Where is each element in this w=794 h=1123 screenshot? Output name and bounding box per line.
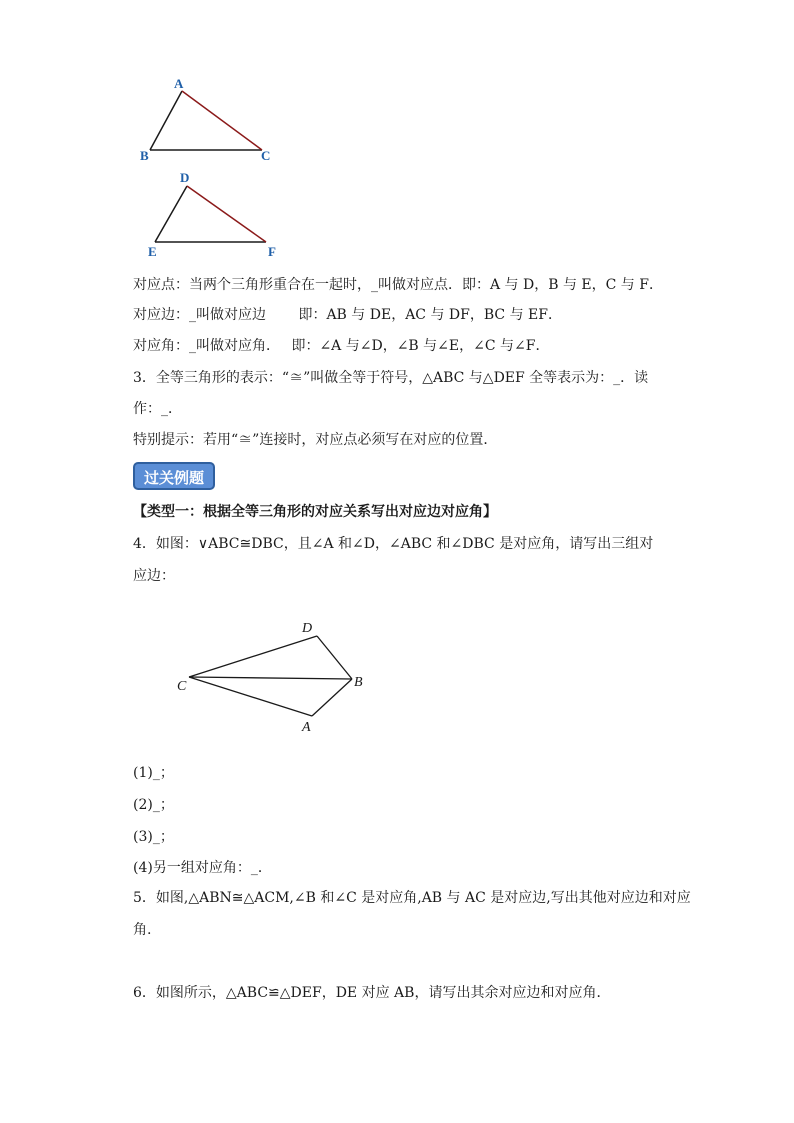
triangle-def: [148, 170, 276, 259]
q4-text-line2: 应边：: [133, 568, 175, 584]
q4-blank-3: (3)_；: [133, 829, 174, 845]
q4-blank-4: (4)另一组对应角：_．: [133, 860, 272, 876]
q4-blank-1: (1)_；: [133, 765, 174, 781]
q4-text-line1: 4．如图：∨ABC≅DBC，且∠A 和∠D，∠ABC 和∠DBC 是对应角，请写出三组对: [133, 536, 654, 552]
q6-text-line1: 6．如图所示，△ABC≌△DEF，DE 对应 AB，请写出其余对应边和对应角．: [133, 985, 611, 1001]
label-a: A: [174, 76, 184, 91]
section-badge: 过关例题: [133, 462, 215, 490]
label-a: A: [302, 720, 311, 735]
kite-figure: [0, 600, 794, 760]
triangle-abc: [140, 76, 270, 163]
text-corresponding-sides: 对应边：_叫做对应边 即：AB 与 DE，AC 与 DF，BC 与 EF．: [133, 307, 562, 323]
label-c: C: [177, 679, 187, 694]
edge-cb: [189, 677, 352, 679]
edge-ac: [182, 91, 262, 150]
label-b: B: [354, 675, 363, 690]
label-e: E: [148, 244, 157, 259]
label-d: D: [180, 170, 190, 185]
label-c: C: [261, 148, 271, 163]
text-congruence-notation: 3．全等三角形的表示：“≅”叫做全等于符号，△ABC 与△DEF 全等表示为：_．读: [133, 370, 649, 386]
text-corresponding-angles: 对应角：_叫做对应角． 即：∠A 与∠D，∠B 与∠E，∠C 与∠F．: [133, 338, 550, 354]
edge-ab: [150, 91, 182, 150]
label-b: B: [140, 148, 149, 163]
label-f: F: [268, 244, 276, 259]
q5-text-line2: 角.: [133, 922, 152, 938]
edge-df: [187, 186, 266, 242]
text-read-as: 作：_．: [133, 401, 182, 417]
q4-blank-2: (2)_；: [133, 797, 174, 813]
edge-db: [317, 636, 352, 679]
edge-ab: [312, 679, 352, 716]
edge-de: [155, 186, 187, 242]
label-d: D: [302, 621, 313, 636]
q5-text-line1: 5．如图,△ABN≅△ACM,∠B 和∠C 是对应角,AB 与 AC 是对应边,写出其他对应边和对应: [133, 890, 691, 906]
edge-ca: [189, 677, 312, 716]
triangle-figure: [0, 0, 794, 270]
text-special-note: 特别提示：若用“≅”连接时，对应点必须写在对应的位置．: [133, 432, 498, 448]
section-title: 【类型一：根据全等三角形的对应关系写出对应边对应角】: [133, 504, 497, 520]
edge-cd: [189, 636, 317, 677]
text-corresponding-points: 对应点：当两个三角形重合在一起时，_叫做对应点．即：A 与 D，B 与 E，C 与 F．: [133, 277, 663, 293]
